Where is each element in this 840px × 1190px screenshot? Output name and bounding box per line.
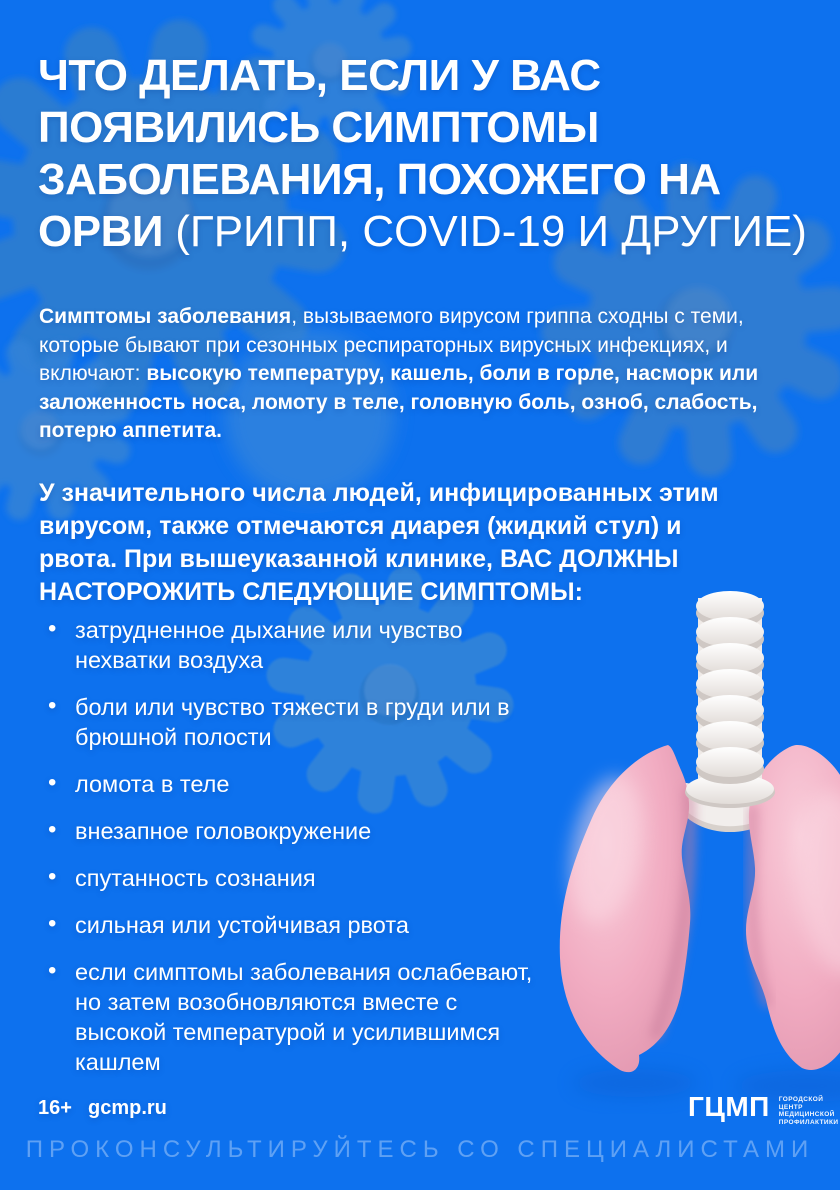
bullet-icon: • (48, 769, 57, 796)
gcmp-logo-subtext-line: ГОРОДСКОЙ ЦЕНТР (778, 1096, 824, 1111)
list-item (40, 957, 540, 1077)
bullet-icon: • (48, 910, 57, 937)
list-item-text: если симптомы заболевания ослабевают, но затем возобновляются вместе с высокой температурой и усилившимся кашлем (75, 959, 533, 1075)
list-item-text: затрудненное дыхание или чувство нехватки воздуха (75, 617, 463, 673)
website-link[interactable]: gcmp.ru (88, 1097, 167, 1119)
title-line: ЧТО ДЕЛАТЬ, ЕСЛИ У ВАС (38, 51, 601, 100)
list-item (40, 816, 540, 846)
bullet-icon: • (48, 816, 57, 843)
consult-specialists-tagline: ПРОКОНСУЛЬТИРУЙТЕСЬ СО СПЕЦИАЛИСТАМИ (25, 1136, 815, 1163)
gcmp-logo-wordmark: ГЦМП (688, 1091, 770, 1122)
list-item-text: спутанность сознания (75, 865, 316, 891)
warning-paragraph: У значительного числа людей, инфицированных этим вирусом, также отмечаются диарея (жидкий стул) и рвота. При вышеуказанной клинике, ВАС ДОЛЖНЫ НАСТОРОЖИТЬ СЛЕДУЮЩИЕ СИМПТОМЫ: (39, 479, 719, 606)
age-rating-badge: 16+ (38, 1097, 72, 1119)
list-item-text: ломота в теле (75, 771, 230, 797)
symptom-list (40, 615, 540, 1094)
bullet-icon: • (48, 615, 57, 642)
bullet-icon: • (48, 692, 57, 719)
title-line: ПОЯВИЛИСЬ СИМПТОМЫ (38, 103, 599, 152)
title-line (38, 206, 818, 258)
intro-regular: , вызываемого вирусом гриппа сходны с теми, которые бывают при сезонных респираторных вирусных инфекциях, и включают: (39, 305, 744, 386)
list-item (40, 615, 540, 675)
list-item-text: внезапное головокружение (75, 818, 372, 844)
lungs-3d-illustration (540, 578, 840, 1118)
title-line: ЗАБОЛЕВАНИЯ, ПОХОЖЕГО НА (38, 155, 721, 204)
gcmp-logo (688, 1093, 840, 1126)
bullet-icon: • (48, 957, 57, 984)
title-acronym: ОРВИ (38, 207, 163, 256)
list-item-text: сильная или устойчивая рвота (75, 912, 409, 938)
list-item (40, 692, 540, 752)
intro-paragraph (39, 303, 787, 446)
list-item (40, 769, 540, 799)
title-subtitle: (ГРИПП, COVID-19 И ДРУГИЕ) (162, 207, 807, 256)
page-title (38, 50, 818, 258)
list-item (40, 863, 540, 893)
intro-symptom-list-bold: высокую температуру, кашель, боли в горле, насморк или заложенность носа, ломоту в теле, головную боль, озноб, слабость, потерю аппетита. (39, 362, 759, 443)
list-item-text: боли или чувство тяжести в груди или в брюшной полости (75, 694, 510, 750)
gcmp-logo-subtext-line: МЕДИЦИНСКОЙ (778, 1111, 835, 1119)
gcmp-logo-subtext-line: ПРОФИЛАКТИКИ (778, 1118, 839, 1126)
bullet-icon: • (48, 863, 57, 890)
gcmp-logo-subtext (779, 1096, 840, 1126)
list-item (40, 910, 540, 940)
intro-lead-bold: Симптомы заболевания (39, 305, 292, 328)
